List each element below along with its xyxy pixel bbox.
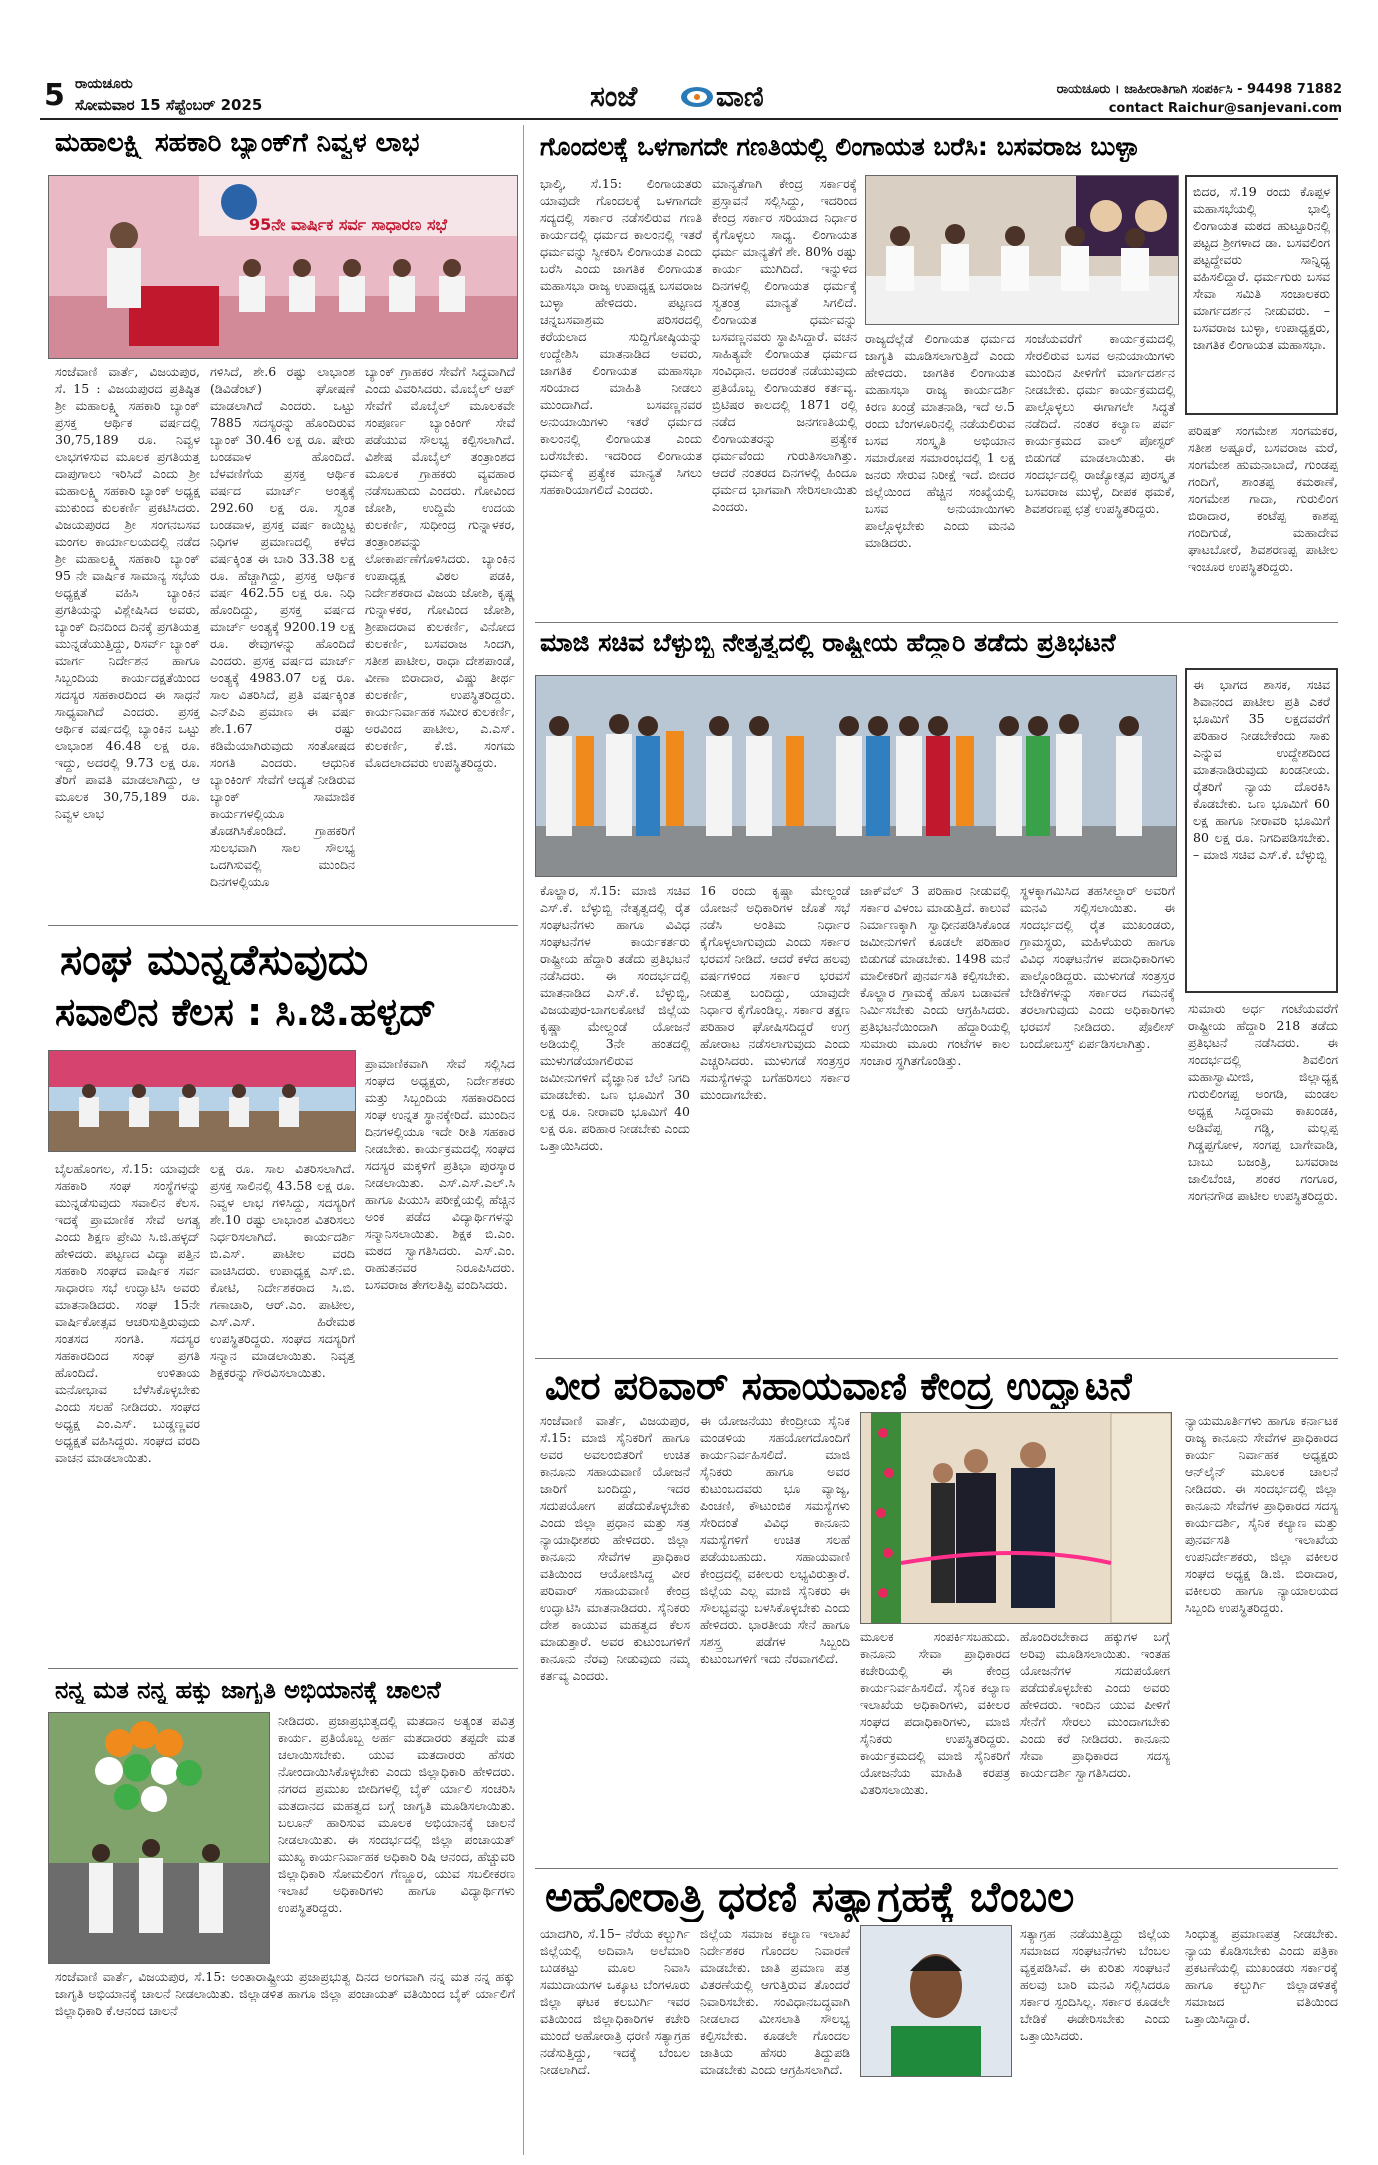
gondal-extra-column: ಪರಿಷತ್ ಸಂಗಮೇಶ ಸಂಗಮಕರ, ಸತೀಶ ಅಷ್ಟೂರೆ, ಬಸವರಾಜ ಮರೆ, ಸಂಗಮೇಶ ಹುಮನಾಬಾದೆ, ಗುಂಡಪ್ಪ ಗಂದಿಗೆ, ಶಾಂತಪ್ಪ ಕಮಠಾಣೆ, ಸಂಗಮೇಶ ಗಾದಾ, ಗುರುಲಿಂಗ ಬಿರಾದಾರ, ಕಂಟೆಪ್ಪ ಕಾಶಪ್ಪ ಗಂದಿಗುಡೆ, ಮಹಾದೇವ ಘಾಟಬೋರೆ, ಶಿವಶರಣಪ್ಪ ಪಾಟೀಲ ಇಂಚೂರ ಉಪಸ್ಥಿತರಿದ್ದರು. [1188, 423, 1338, 574]
bank-headline: ಮಹಾಲಕ್ಷ್ಮಿ ಸಹಕಾರಿ ಬ್ಯಾಂಕ್‌ಗೆ ನಿವ್ವಳ ಲಾಭ [55, 128, 420, 158]
sangha-photo [48, 1050, 356, 1152]
ribbon-cutting-image [861, 1413, 1171, 1623]
voting-headline: ನನ್ನ ಮತ ನನ್ನ ಹಕ್ಕು ಜಾಗೃತಿ ಅಭಿಯಾನಕ್ಕೆ ಚಾಲನೆ [55, 1676, 441, 1704]
satyagraha-column-3: ಸತ್ಯಾಗ್ರಹ ನಡೆಯುತ್ತಿದ್ದು ಜಿಲ್ಲೆಯ ಸಮಾಜದ ಸಂಘಟನೆಗಳು ಬೆಂಬಲ ವ್ಯಕ್ತಪಡಿಸಿವೆ. ಈ ಕುರಿತು ಸಂಘಟನೆ ಹಲವು ಬಾರಿ ಮನವಿ ಸಲ್ಲಿಸಿದರೂ ಸರ್ಕಾರ ಸ್ಪಂದಿಸಿಲ್ಲ. ಸರ್ಕಾರ ಕೂಡಲೇ ಬೇಡಿಕೆ ಈಡೇರಿಸಬೇಕು ಎಂದು ಒತ್ತಾಯಿಸಿದರು. [1020, 1926, 1170, 2043]
protest-headline: ಮಾಜಿ ಸಚಿವ ಬೆಳ್ಳುಬ್ಬಿ ನೇತೃತ್ವದಲ್ಲಿ ರಾಷ್ಟ್ರೀಯ ಹೆದ್ದಾರಿ ತಡೆದು ಪ್ರತಿಭಟನೆ [540, 628, 1116, 657]
portrait-image [861, 1926, 1011, 2076]
sangha-column-1: ಬೈಲಹೊಂಗಲ, ಸೆ.15: ಯಾವುದೇ ಸಹಕಾರಿ ಸಂಘ ಸಂಸ್ಥೆಗಳನ್ನು ಮುನ್ನಡೆಸುವುದು ಸವಾಲಿನ ಕೆಲಸ. ಇದಕ್ಕೆ ಪ್ರಾಮಾಣಿಕ ಸೇವೆ ಅಗತ್ಯ ಎಂದು ಶಿಕ್ಷಣ ಪ್ರೇಮಿ ಸಿ.ಜಿ.ಹಳ್ಳದ್ ಹೇಳಿದರು. ಪಟ್ಟಣದ ವಿದ್ಯಾ ಪತ್ತಿನ ಸಹಕಾರಿ ಸಂಘದ ವಾರ್ಷಿಕ ಸರ್ವ ಸಾಧಾರಣ ಸಭೆ ಉದ್ಘಾಟಿಸಿ ಅವರು ಮಾತನಾಡಿದರು. ಸಂಘ 15ನೇ ವಾರ್ಷಿಕೋತ್ಸವ ಆಚರಿಸುತ್ತಿರುವುದು ಸಂತಸದ ಸಂಗತಿ. ಸದಸ್ಯರ ಸಹಕಾರದಿಂದ ಸಂಘ ಪ್ರಗತಿ ಹೊಂದಿದೆ. ಉಳಿತಾಯ ಮನೋಭಾವ ಬೆಳೆಸಿಕೊಳ್ಳಬೇಕು ಎಂದು ಸಲಹೆ ನೀಡಿದರು. ಸಂಘದ ಅಧ್ಯಕ್ಷ ಎಂ.ಎಸ್. ಬುಡ್ಡಣ್ಣವರ ಅಧ್ಯಕ್ಷತೆ ವಹಿಸಿದ್ದರು. ಸಂಘದ ವರದಿ ವಾಚನ ಮಾಡಲಾಯಿತು. [55, 1161, 200, 1465]
sangha-column-3: ಪ್ರಾಮಾಣಿಕವಾಗಿ ಸೇವೆ ಸಲ್ಲಿಸಿದ ಸಂಘದ ಅಧ್ಯಕ್ಷರು, ನಿರ್ದೇಶಕರು ಮತ್ತು ಸಿಬ್ಬಂದಿಯ ಸಹಕಾರದಿಂದ ಸಂಘ ಉನ್ನತ ಸ್ಥಾನಕ್ಕೇರಿದೆ. ಮುಂದಿನ ದಿನಗಳಲ್ಲಿಯೂ ಇದೇ ರೀತಿ ಸಹಕಾರ ನೀಡಬೇಕು. ಕಾರ್ಯಕ್ರಮದಲ್ಲಿ ಸಂಘದ ಸದಸ್ಯರ ಮಕ್ಕಳಿಗೆ ಪ್ರತಿಭಾ ಪುರಸ್ಕಾರ ನೀಡಲಾಯಿತು. ಎಸ್.ಎಸ್.ಎಲ್.ಸಿ ಹಾಗೂ ಪಿಯುಸಿ ಪರೀಕ್ಷೆಯಲ್ಲಿ ಹೆಚ್ಚಿನ ಅಂಕ ಪಡೆದ ವಿದ್ಯಾರ್ಥಿಗಳನ್ನು ಸನ್ಮಾನಿಸಲಾಯಿತು. ಶಿಕ್ಷಕ ಬಿ.ಎಂ. ಮಠದ ಸ್ವಾಗತಿಸಿದರು. ಎಸ್.ಎಂ. ರಾಹುತನವರ ನಿರೂಪಿಸಿದರು. ಬಸವರಾಜ ತೇಗಲತಿಪ್ಪಿ ವಂದಿಸಿದರು. [365, 1056, 515, 1292]
advert-line: ರಾಯಚೂರು । ಜಾಹೀರಾತಿಗಾಗಿ ಸಂಪರ್ಕಿಸಿ - 94498 71882 [1056, 82, 1342, 97]
sangha-headline-line2: ಸವಾಲಿನ ಕೆಲಸ : ಸಿ.ಜಿ.ಹಳ್ಳದ್ [55, 990, 437, 1034]
sangha-column-2: ಲಕ್ಷ ರೂ. ಸಾಲ ವಿತರಿಸಲಾಗಿದೆ. ಪ್ರಸಕ್ತ ಸಾಲಿನಲ್ಲಿ 43.58 ಲಕ್ಷ ರೂ. ನಿವ್ವಳ ಲಾಭ ಗಳಿಸಿದ್ದು, ಸದಸ್ಯರಿಗೆ ಶೇ.10 ರಷ್ಟು ಲಾಭಾಂಶ ವಿತರಿಸಲು ನಿರ್ಧರಿಸಲಾಗಿದೆ. ಕಾರ್ಯದರ್ಶಿ ಬಿ.ಎಸ್. ಪಾಟೀಲ ವರದಿ ವಾಚಿಸಿದರು. ಉಪಾಧ್ಯಕ್ಷ ಎಸ್.ಬಿ. ಕೋಟಿ, ನಿರ್ದೇಶಕರಾದ ಸಿ.ಬಿ. ಗಣಾಚಾರಿ, ಆರ್.ಎಂ. ಪಾಟೀಲ, ಎಸ್.ಎಸ್. ಹಿರೇಮಠ ಉಪಸ್ಥಿತರಿದ್ದರು. ಸಂಘದ ಸದಸ್ಯರಿಗೆ ಸನ್ಮಾನ ಮಾಡಲಾಯಿತು. ನಿವೃತ್ತ ಶಿಕ್ಷಕರನ್ನು ಗೌರವಿಸಲಾಯಿತು. [210, 1161, 355, 1380]
sangha-stage-image [49, 1051, 355, 1151]
satyagraha-column-2: ಜಿಲ್ಲೆಯ ಸಮಾಜ ಕಲ್ಯಾಣ ಇಲಾಖೆ ನಿರ್ದೇಶಕರ ಗೊಂದಲ ನಿವಾರಣೆ ಮಾಡಬೇಕು. ಜಾತಿ ಪ್ರಮಾಣ ಪತ್ರ ವಿತರಣೆಯಲ್ಲಿ ಆಗುತ್ತಿರುವ ತೊಂದರೆ ನಿವಾರಿಸಬೇಕು. ಸಂವಿಧಾನಬದ್ಧವಾಗಿ ನೀಡಲಾದ ಮೀಸಲಾತಿ ಸೌಲಭ್ಯ ಕಲ್ಪಿಸಬೇಕು. ಕೂಡಲೇ ಗೊಂದಲ ಜಾತಿಯ ಹೆಸರು ತಿದ್ದುಪಡಿ ಮಾಡಬೇಕು ಎಂದು ಆಗ್ರಹಿಸಲಾಗಿದೆ. [700, 1926, 850, 2077]
protest-column-3: ಜಾಕ್‌ವೆಲ್ 3 ಪರಿಹಾರ ನೀಡುವಲ್ಲಿ ಸರ್ಕಾರ ವಿಳಂಬ ಮಾಡುತ್ತಿದೆ. ಕಾಲುವೆ ನಿರ್ಮಾಣಕ್ಕಾಗಿ ಸ್ವಾಧೀನಪಡಿಸಿಕೊಂಡ ಜಮೀನುಗಳಿಗೆ ಕೂಡಲೇ ಪರಿಹಾರ ಬಿಡುಗಡೆ ಮಾಡಬೇಕು. 1498 ಮನೆ ಮಾಲೀಕರಿಗೆ ಪುನರ್ವಸತಿ ಕಲ್ಪಿಸಬೇಕು. ಕೊಲ್ಹಾರ ಗ್ರಾಮಕ್ಕೆ ಹೊಸ ಬಡಾವಣೆ ನಿರ್ಮಿಸಬೇಕು ಎಂದು ಆಗ್ರಹಿಸಿದರು. ಪ್ರತಿಭಟನೆಯಿಂದಾಗಿ ಹೆದ್ದಾರಿಯಲ್ಲಿ ಸುಮಾರು ಮೂರು ಗಂಟೆಗಳ ಕಾಲ ಸಂಚಾರ ಸ್ಥಗಿತಗೊಂಡಿತ್ತು. [860, 883, 1010, 1068]
satyagraha-column-1: ಯಾದಗಿರಿ, ಸೆ.15– ನೆರೆಯ ಕಲ್ಬುರ್ಗಿ ಜಿಲ್ಲೆಯಲ್ಲಿ ಅದಿವಾಸಿ ಅಲೆಮಾರಿ ಬುಡಕಟ್ಟು ಮೂಲ ನಿವಾಸಿ ಸಮುದಾಯಗಳ ಒಕ್ಕೂಟ ಬೆಂಗಳೂರು ಜಿಲ್ಲಾ ಘಟಕ ಕಲಬುರ್ಗಿ ಇವರ ವತಿಯಿಂದ ಜಿಲ್ಲಾಧಿಕಾರಿಗಳ ಕಚೇರಿ ಮುಂದೆ ಅಹೋರಾತ್ರಿ ಧರಣಿ ಸತ್ಯಾಗ್ರಹ ನಡೆಸುತ್ತಿದ್ದು, ಇದಕ್ಕೆ ಬೆಂಬಲ ನೀಡಲಾಗಿದೆ. [540, 1926, 690, 2077]
protest-crowd-image [536, 676, 1176, 876]
protest-column-1: ಕೊಲ್ಹಾರ, ಸೆ.15: ಮಾಜಿ ಸಚಿವ ಎಸ್.ಕೆ. ಬೆಳ್ಳುಬ್ಬಿ ನೇತೃತ್ವದಲ್ಲಿ ರೈತ ಸಂಘಟನೆಗಳು ಹಾಗೂ ವಿವಿಧ ಸಂಘಟನೆಗಳ ಕಾರ್ಯಕರ್ತರು ರಾಷ್ಟ್ರೀಯ ಹೆದ್ದಾರಿ ತಡೆದು ಪ್ರತಿಭಟನೆ ನಡೆಸಿದರು. ಈ ಸಂದರ್ಭದಲ್ಲಿ ಮಾತನಾಡಿದ ಎಸ್.ಕೆ. ಬೆಳ್ಳುಬ್ಬಿ, ವಿಜಯಪುರ-ಬಾಗಲಕೋಟೆ ಜಿಲ್ಲೆಯ ಕೃಷ್ಣಾ ಮೇಲ್ದಂಡೆ ಯೋಜನೆ ಅಡಿಯಲ್ಲಿ 3ನೇ ಹಂತದಲ್ಲಿ ಮುಳುಗಡೆಯಾಗಲಿರುವ ಜಮೀನುಗಳಿಗೆ ವೈಜ್ಞಾನಿಕ ಬೆಲೆ ನಿಗದಿ ಮಾಡಬೇಕು. ಒಣ ಭೂಮಿಗೆ 30 ಲಕ್ಷ ರೂ. ನೀರಾವರಿ ಭೂಮಿಗೆ 40 ಲಕ್ಷ ರೂ. ಪರಿಹಾರ ನೀಡಬೇಕು ಎಂದು ಒತ್ತಾಯಿಸಿದರು. [540, 883, 690, 1153]
gondal-column-1: ಭಾಲ್ಕಿ, ಸೆ.15: ಲಿಂಗಾಯತರು ಯಾವುದೇ ಗೊಂದಲಕ್ಕೆ ಒಳಗಾಗದೇ ಸದ್ಯದಲ್ಲಿ ಸರ್ಕಾರ ನಡೆಸಲಿರುವ ಗಣತಿ ಕಾರ್ಯದಲ್ಲಿ ಧರ್ಮದ ಕಾಲಂನಲ್ಲಿ ಇತರೆ ಧರ್ಮವನ್ನು ಸ್ವೀಕರಿಸಿ ಲಿಂಗಾಯತ ಎಂದು ಬರೆಸಿ ಎಂದು ಜಾಗತಿಕ ಲಿಂಗಾಯತ ಮಹಾಸಭಾ ರಾಜ್ಯ ಉಪಾಧ್ಯಕ್ಷ ಬಸವರಾಜ ಬುಳ್ಳಾ ಹೇಳಿದರು. ಪಟ್ಟಣದ ಚನ್ನಬಸವಾಶ್ರಮ ಪರಿಸರದಲ್ಲಿ ಕರೆಯಲಾದ ಸುದ್ದಿಗೋಷ್ಠಿಯನ್ನು ಉದ್ದೇಶಿಸಿ ಮಾತನಾಡಿದ ಅವರು, ಜಾಗತಿಕ ಲಿಂಗಾಯತ ಮಹಾಸಭಾ ಸರಿಯಾದ ಮಾಹಿತಿ ನೀಡಲು ಮುಂದಾಗಿದೆ. ಬಸವಣ್ಣನವರ ಅನುಯಾಯಿಗಳು ಇತರೆ ಧರ್ಮದ ಕಾಲಂನಲ್ಲಿ ಲಿಂಗಾಯತ ಎಂದು ಬರೆಸಬೇಕು. ಇದರಿಂದ ಲಿಂಗಾಯತ ಧರ್ಮಕ್ಕೆ ಪ್ರತ್ಯೇಕ ಮಾನ್ಯತೆ ಸಿಗಲು ಸಹಕಾರಿಯಾಗಲಿದೆ ಎಂದರು. [540, 176, 702, 497]
voting-column-1: ಸಂಜೆವಾಣಿ ವಾರ್ತೆ, ವಿಜಯಪುರ, ಸೆ.15: ಅಂತಾರಾಷ್ಟ್ರೀಯ ಪ್ರಜಾಪ್ರಭುತ್ವ ದಿನದ ಅಂಗವಾಗಿ ನನ್ನ ಮತ ನನ್ನ ಹಕ್ಕು ಜಾಗೃತಿ ಅಭಿಯಾನಕ್ಕೆ ಚಾಲನೆ ನೀಡಲಾಯಿತು. ಜಿಲ್ಲಾಡಳಿತ ಹಾಗೂ ಜಿಲ್ಲಾ ಪಂಚಾಯತ್ ವತಿಯಿಂದ ಬೈಕ್ ರ್ಯಾಲಿಗೆ ಜಿಲ್ಲಾಧಿಕಾರಿ ಕೆ.ಆನಂದ ಚಾಲನೆ [55, 1969, 515, 2018]
satyagraha-photo [860, 1925, 1012, 2077]
satyagraha-column-4: ಸಿಂಧುತ್ವ ಪ್ರಮಾಣಪತ್ರ ನೀಡಬೇಕು. ನ್ಯಾಯ ಕೊಡಿಸಬೇಕು ಎಂದು ಪತ್ರಿಕಾ ಪ್ರಕಟಣೆಯಲ್ಲಿ ಮುಖಂಡರು ಸರ್ಕಾರಕ್ಕೆ ಹಾಗೂ ಕಲ್ಬುರ್ಗಿ ಜಿಲ್ಲಾಡಳಿತಕ್ಕೆ ಸಮಾಜದ ವತಿಯಿಂದ ಒತ್ತಾಯಿಸಿದ್ದಾರೆ. [1185, 1926, 1338, 2026]
gondal-headline: ಗೊಂದಲಕ್ಕೆ ಒಳಗಾಗದೇ ಗಣತಿಯಲ್ಲಿ ಲಿಂಗಾಯತ ಬರೆಸಿ: ಬಸವರಾಜ ಬುಳ್ಳಾ [540, 132, 1140, 161]
logo-emblem-icon [680, 86, 714, 108]
masthead-rule [40, 118, 1338, 120]
helpline-column-4: ಹೊಂದಿರಬೇಕಾದ ಹಕ್ಕುಗಳ ಬಗ್ಗೆ ಅರಿವು ಮೂಡಿಸಲಾಯಿತು. ಇಂತಹ ಯೋಜನೆಗಳ ಸದುಪಯೋಗ ಪಡೆದುಕೊಳ್ಳಬೇಕು ಎಂದು ಅವರು ಹೇಳಿದರು. ಇಂದಿನ ಯುವ ಪೀಳಿಗೆ ಸೇನೆಗೆ ಸೇರಲು ಮುಂದಾಗಬೇಕು ಎಂದು ಕರೆ ನೀಡಿದರು. ಕಾನೂನು ಸೇವಾ ಪ್ರಾಧಿಕಾರದ ಸದಸ್ಯ ಕಾರ್ಯದರ್ಶಿ ಸ್ವಾಗತಿಸಿದರು. [1020, 1629, 1170, 1780]
section-rule [535, 1868, 1338, 1869]
masthead [0, 0, 1378, 118]
gondal-column-2: ಮಾನ್ಯತೆಗಾಗಿ ಕೇಂದ್ರ ಸರ್ಕಾರಕ್ಕೆ ಪ್ರಸ್ತಾವನೆ ಸಲ್ಲಿಸಿದ್ದು, ಇದರಿಂದ ಕೇಂದ್ರ ಸರ್ಕಾರ ಸರಿಯಾದ ನಿರ್ಧಾರ ಕೈಗೊಳ್ಳಲು ಸಾಧ್ಯ. ಲಿಂಗಾಯತ ಧರ್ಮ ಮಾನ್ಯತೆಗೆ ಶೇ. 80% ರಷ್ಟು ಕಾರ್ಯ ಮುಗಿದಿದೆ. ಇನ್ನುಳಿದ ದಿನಗಳಲ್ಲಿ ಲಿಂಗಾಯತ ಧರ್ಮಕ್ಕೆ ಸ್ವತಂತ್ರ ಮಾನ್ಯತೆ ಸಿಗಲಿದೆ. ಲಿಂಗಾಯತ ಧರ್ಮವನ್ನು ಬಸವಣ್ಣನವರು ಸ್ಥಾಪಿಸಿದ್ದಾರೆ. ವಚನ ಸಾಹಿತ್ಯವೇ ಲಿಂಗಾಯತ ಧರ್ಮದ ಸಂವಿಧಾನ. ಅದರಂತೆ ನಡೆಯುವುದು ಪ್ರತಿಯೊಬ್ಬ ಲಿಂಗಾಯತರ ಕರ್ತವ್ಯ. ಬ್ರಿಟಿಷರ ಕಾಲದಲ್ಲಿ 1871 ರಲ್ಲಿ ನಡೆದ ಜನಗಣತಿಯಲ್ಲಿ ಲಿಂಗಾಯತರನ್ನು ಪ್ರತ್ಯೇಕ ಧರ್ಮವೆಂದು ಗುರುತಿಸಲಾಗಿತ್ತು. ಆದರೆ ನಂತರದ ದಿನಗಳಲ್ಲಿ ಹಿಂದೂ ಧರ್ಮದ ಭಾಗವಾಗಿ ಸೇರಿಸಲಾಯಿತು ಎಂದರು. [712, 176, 857, 514]
contact-email[interactable]: contact Raichur@sanjevani.com [1108, 101, 1342, 116]
bank-meeting-image [49, 176, 517, 358]
bank-column-1: ಸಂಜೆವಾಣಿ ವಾರ್ತೆ, ವಿಜಯಪುರ, ಸೆ. 15 : ವಿಜಯಪುರದ ಪ್ರತಿಷ್ಠಿತ ಶ್ರೀ ಮಹಾಲಕ್ಷ್ಮಿ ಸಹಕಾರಿ ಬ್ಯಾಂಕ್ ಪ್ರಸಕ್ತ ಆರ್ಥಿಕ ವರ್ಷದಲ್ಲಿ 30,75,189 ರೂ. ನಿವ್ವಳ ಲಾಭಗಳಿಸುವ ಮೂಲಕ ಪ್ರಗತಿಯತ್ತ ದಾಪುಗಾಲು ಇರಿಸಿದೆ ಎಂದು ಶ್ರೀ ಮಹಾಲಕ್ಷ್ಮಿ ಸಹಕಾರಿ ಬ್ಯಾಂಕ್ ಅಧ್ಯಕ್ಷ ಮುಕುಂದ ಕುಲಕರ್ಣಿ ಪ್ರಕಟಿಸಿದರು. ವಿಜಯಪುರದ ಶ್ರೀ ಸಂಗನಬಸವ ಮಂಗಲ ಕಾರ್ಯಾಲಯದಲ್ಲಿ ನಡೆದ ಶ್ರೀ ಮಹಾಲಕ್ಷ್ಮಿ ಸಹಕಾರಿ ಬ್ಯಾಂಕ್ 95 ನೇ ವಾರ್ಷಿಕ ಸಾಮಾನ್ಯ ಸಭೆಯ ಅಧ್ಯಕ್ಷತೆ ವಹಿಸಿ ಬ್ಯಾಂಕಿನ ಪ್ರಗತಿಯನ್ನು ವಿಶ್ಲೇಷಿಸಿದ ಅವರು, ಬ್ಯಾಂಕ್ ದಿನದಿಂದ ದಿನಕ್ಕೆ ಪ್ರಗತಿಯತ್ತ ಮುನ್ನಡೆಯುತ್ತಿದ್ದು, ರಿಸರ್ವ್ ಬ್ಯಾಂಕ್ ಮಾರ್ಗ ನಿರ್ದೇಶನ ಹಾಗೂ ಸಿಬ್ಬಂದಿಯ ಕಾರ್ಯದಕ್ಷತೆಯಿಂದ ಸದಸ್ಯರ ಸಹಕಾರದಿಂದ ಈ ಸಾಧನೆ ಸಾಧ್ಯವಾಗಿದೆ ಎಂದರು. ಪ್ರಸಕ್ತ ಆರ್ಥಿಕ ವರ್ಷದಲ್ಲಿ ಬ್ಯಾಂಕಿನ ಒಟ್ಟು ಲಾಭಾಂಶ 46.48 ಲಕ್ಷ ರೂ. ಇದ್ದು, ಅದರಲ್ಲಿ 9.73 ಲಕ್ಷ ರೂ. ತೆರಿಗೆ ಪಾವತಿ ಮಾಡಲಾಗಿದ್ದು, ಆ ಮೂಲಕ 30,75,189 ರೂ. ನಿವ್ವಳ ಲಾಭ [55, 364, 200, 821]
protest-column-4: ಸ್ಥಳಕ್ಕಾಗಮಿಸಿದ ತಹಸೀಲ್ದಾರ್ ಅವರಿಗೆ ಮನವಿ ಸಲ್ಲಿಸಲಾಯಿತು. ಈ ಸಂದರ್ಭದಲ್ಲಿ ರೈತ ಮುಖಂಡರು, ಗ್ರಾಮಸ್ಥರು, ಮಹಿಳೆಯರು ಹಾಗೂ ವಿವಿಧ ಸಂಘಟನೆಗಳ ಪದಾಧಿಕಾರಿಗಳು ಪಾಲ್ಗೊಂಡಿದ್ದರು. ಮುಳುಗಡೆ ಸಂತ್ರಸ್ತರ ಬೇಡಿಕೆಗಳನ್ನು ಸರ್ಕಾರದ ಗಮನಕ್ಕೆ ತರಲಾಗುವುದು ಎಂದು ಅಧಿಕಾರಿಗಳು ಭರವಸೆ ನೀಡಿದರು. ಪೊಲೀಸ್ ಬಂದೋಬಸ್ತ್ ಏರ್ಪಡಿಸಲಾಗಿತ್ತು. [1020, 883, 1175, 1051]
voting-photo [48, 1712, 270, 1964]
page-number: 5 [44, 78, 65, 113]
helpline-photo [860, 1412, 1172, 1624]
helpline-column-2: ಈ ಯೋಜನೆಯು ಕೇಂದ್ರೀಯ ಸೈನಿಕ ಮಂಡಳಿಯ ಸಹಯೋಗದೊಂದಿಗೆ ಕಾರ್ಯನಿರ್ವಹಿಸಲಿದೆ. ಮಾಜಿ ಸೈನಿಕರು ಹಾಗೂ ಅವರ ಕುಟುಂಬದವರು ಭೂ ವ್ಯಾಜ್ಯ, ಪಿಂಚಣಿ, ಕೌಟುಂಬಿಕ ಸಮಸ್ಯೆಗಳು ಸೇರಿದಂತೆ ವಿವಿಧ ಕಾನೂನು ಸಮಸ್ಯೆಗಳಿಗೆ ಉಚಿತ ಸಲಹೆ ಪಡೆಯಬಹುದು. ಸಹಾಯವಾಣಿ ಕೇಂದ್ರದಲ್ಲಿ ವಕೀಲರು ಲಭ್ಯವಿರುತ್ತಾರೆ. ಜಿಲ್ಲೆಯ ಎಲ್ಲ ಮಾಜಿ ಸೈನಿಕರು ಈ ಸೌಲಭ್ಯವನ್ನು ಬಳಸಿಕೊಳ್ಳಬೇಕು ಎಂದು ಹೇಳಿದರು. ಭಾರತೀಯ ಸೇನೆ ಹಾಗೂ ಸಶಸ್ತ್ರ ಪಡೆಗಳ ಸಿಬ್ಬಂದಿ ಕುಟುಂಬಗಳಿಗೆ ಇದು ನೆರವಾಗಲಿದೆ. [700, 1413, 850, 1666]
section-rule [48, 925, 518, 926]
helpline-headline: ವೀರ ಪರಿವಾರ್ ಸಹಾಯವಾಣಿ ಕೇಂದ್ರ ಉದ್ಘಾಟನೆ [545, 1364, 1133, 1408]
satyagraha-headline: ಅಹೋರಾತ್ರಿ ಧರಣಿ ಸತ್ಯಾಗ್ರಹಕ್ಕೆ ಬೆಂಬಲ [545, 1872, 1075, 1921]
section-rule [535, 622, 1338, 623]
balloon-rally-image [49, 1713, 269, 1963]
section-rule [535, 1358, 1338, 1359]
newspaper-logo [590, 80, 800, 116]
protest-extra-column: ಸುಮಾರು ಅರ್ಧ ಗಂಟೆಯವರೆಗೆ ರಾಷ್ಟ್ರೀಯ ಹೆದ್ದಾರಿ 218 ತಡೆದು ಪ್ರತಿಭಟನೆ ನಡೆಸಿದರು. ಈ ಸಂದರ್ಭದಲ್ಲಿ ಶಿವಲಿಂಗ ಮಹಾಸ್ವಾಮೀಜಿ, ಜಿಲ್ಲಾಧ್ಯಕ್ಷ ಗುರುಲಿಂಗಪ್ಪ ಅಂಗಡಿ, ಮಂಡಲ ಅಧ್ಯಕ್ಷ ಸಿದ್ದರಾಮ ಕಾಖಂಡಕಿ, ಅಡಿವೆಪ್ಪ ಗಡ್ಡಿ, ಮಲ್ಲಪ್ಪ ಗಿಡ್ಡಪ್ಪಗೋಳ, ಸಂಗಪ್ಪ ಬಾಗೇವಾಡಿ, ಬಾಬು ಬಜಂತ್ರಿ, ಬಸವರಾಜ ಜಾಲಿಬೆಂಚಿ, ಶಂಕರ ಗಂಗೂರ, ಸಂಗನಗೌಡ ಪಾಟೀಲ ಉಪಸ್ಥಿತರಿದ್ದರು. [1188, 1001, 1338, 1203]
protest-quote-box: ಈ ಭಾಗದ ಶಾಸಕ, ಸಚಿವ ಶಿವಾನಂದ ಪಾಟೀಲ ಪ್ರತಿ ಎಕರೆ ಭೂಮಿಗೆ 35 ಲಕ್ಷದವರೆಗೆ ಪರಿಹಾರ ನೀಡಬೇಕೆಂದು ಸಾಕು ಎನ್ನುವ ಉದ್ದೇಶದಿಂದ ಮಾತನಾಡಿರುವುದು ಖಂಡನೀಯ. ರೈತರಿಗೆ ನ್ಯಾಯ ದೊರಕಿಸಿ ಕೊಡಬೇಕು. ಒಣ ಭೂಮಿಗೆ 60 ಲಕ್ಷ ಹಾಗೂ ನೀರಾವರಿ ಭೂಮಿಗೆ 80 ಲಕ್ಷ ರೂ. ನಿಗದಿಪಡಿಸಬೇಕು. – ಮಾಜಿ ಸಚಿವ ಎಸ್.ಕೆ. ಬೆಳ್ಳುಬ್ಬಿ [1185, 668, 1338, 993]
logo-left: ಸಂಜೆ [590, 80, 638, 113]
helpline-extra-column: ನ್ಯಾಯಮೂರ್ತಿಗಳು ಹಾಗೂ ಕರ್ನಾಟಕ ರಾಜ್ಯ ಕಾನೂನು ಸೇವೆಗಳ ಪ್ರಾಧಿಕಾರದ ಕಾರ್ಯ ನಿರ್ವಾಹಕ ಅಧ್ಯಕ್ಷರು ಆನ್‌ಲೈನ್ ಮೂಲಕ ಚಾಲನೆ ನೀಡಿದರು. ಈ ಸಂದರ್ಭದಲ್ಲಿ ಜಿಲ್ಲಾ ಕಾನೂನು ಸೇವೆಗಳ ಪ್ರಾಧಿಕಾರದ ಸದಸ್ಯ ಕಾರ್ಯದರ್ಶಿ, ಸೈನಿಕ ಕಲ್ಯಾಣ ಮತ್ತು ಪುನರ್ವಸತಿ ಇಲಾಖೆಯ ಉಪನಿರ್ದೇಶಕರು, ಜಿಲ್ಲಾ ವಕೀಲರ ಸಂಘದ ಅಧ್ಯಕ್ಷ ಡಿ.ಜಿ. ಬಿರಾದಾರ, ವಕೀಲರು ಹಾಗೂ ನ್ಯಾಯಾಲಯದ ಸಿಬ್ಬಂದಿ ಉಪಸ್ಥಿತರಿದ್ದರು. [1185, 1413, 1338, 1615]
press-meet-image [866, 176, 1178, 324]
edition-label: ರಾಯಚೂರು [75, 76, 133, 92]
protest-photo [535, 675, 1177, 877]
section-rule [48, 1668, 518, 1669]
protest-column-2: 16 ರಂದು ಕೃಷ್ಣಾ ಮೇಲ್ದಂಡೆ ಯೋಜನೆ ಅಧಿಕಾರಿಗಳ ಜೊತೆ ಸಭೆ ನಡೆಸಿ ಅಂತಿಮ ನಿರ್ಧಾರ ಕೈಗೊಳ್ಳಲಾಗುವುದು ಎಂದು ಸರ್ಕಾರ ಭರವಸೆ ನೀಡಿದೆ. ಆದರೆ ಕಳೆದ ಹಲವು ವರ್ಷಗಳಿಂದ ಸರ್ಕಾರ ಭರವಸೆ ನೀಡುತ್ತ ಬಂದಿದ್ದು, ಯಾವುದೇ ನಿರ್ಧಾರ ಕೈಗೊಂಡಿಲ್ಲ. ಸರ್ಕಾರ ತಕ್ಷಣ ಪರಿಹಾರ ಘೋಷಿಸದಿದ್ದರೆ ಉಗ್ರ ಹೋರಾಟ ನಡೆಸಲಾಗುವುದು ಎಂದು ಎಚ್ಚರಿಸಿದರು. ಮುಳುಗಡೆ ಸಂತ್ರಸ್ತರ ಸಮಸ್ಯೆಗಳನ್ನು ಬಗೆಹರಿಸಲು ಸರ್ಕಾರ ಮುಂದಾಗಬೇಕು. [700, 883, 850, 1102]
bank-photo [48, 175, 518, 359]
logo-right: ವಾಣಿ [716, 80, 764, 113]
column-divider [523, 125, 524, 2155]
bank-column-3: ಬ್ಯಾಂಕ್ ಗ್ರಾಹಕರ ಸೇವೆಗೆ ಸಿದ್ಧವಾಗಿದೆ ಎಂದು ವಿವರಿಸಿದರು. ಮೊಬೈಲ್ ಆಪ್ ಸೇವೆಗೆ ಮೊಬೈಲ್ ಮೂಲಕವೇ ಸಂಪೂರ್ಣ ಬ್ಯಾಂಕಿಂಗ್ ಸೇವೆ ಪಡೆಯುವ ಸೌಲಭ್ಯ ಕಲ್ಪಿಸಲಾಗಿದೆ. ವಿಶೇಷ ಮೊಬೈಲ್ ತಂತ್ರಾಂಶದ ಮೂಲಕ ಗ್ರಾಹಕರು ವ್ಯವಹಾರ ನಡೆಸಬಹುದು ಎಂದರು. ಗೋವಿಂದ ಜೋಶಿ, ಉದ್ದಿಮೆ ಉದಯ ಕುಲಕರ್ಣಿ, ಸುಧೀಂದ್ರ ಗುನ್ನಾಳಕರ, ತಂತ್ರಾಂಶವನ್ನು ಲೋಕಾರ್ಪಣೆಗೊಳಿಸಿದರು. ಬ್ಯಾಂಕಿನ ಉಪಾಧ್ಯಕ್ಷ ವಿಠಲ ಪಡಕಿ, ನಿರ್ದೇಶಕರಾದ ವಿಜಯ ಜೋಶಿ, ಕೃಷ್ಣ ಗುನ್ನಾಳಕರ, ಗೋವಿಂದ ಜೋಶಿ, ಶ್ರೀಪಾದರಾವ ಕುಲಕರ್ಣಿ, ವಿನೋದ ಕುಲಕರ್ಣಿ, ಬಸವರಾಜ ಸಿಂದಗಿ, ಸತೀಶ ಪಾಟೀಲ, ರಾಧಾ ದೇಶಪಾಂಡೆ, ವೀಣಾ ಬಿರಾದಾರ, ವಿಷ್ಣು ತೀರ್ಥ ಕುಲಕರ್ಣಿ, ಉಪಸ್ಥಿತರಿದ್ದರು. ಕಾರ್ಯನಿರ್ವಾಹಕ ಸಮೀರ ಕುಲಕರ್ಣಿ, ಅರವಿಂದ ಪಾಟೀಲ, ಎ.ಎಸ್. ಕುಲಕರ್ಣಿ, ಕೆ.ಜಿ. ಸಂಗಮ ಮೊದಲಾದವರು ಉಪಸ್ಥಿತರಿದ್ದರು. [365, 364, 515, 770]
gondal-column-4: ಸಂಜೆಯವರೆಗೆ ಕಾರ್ಯಕ್ರಮದಲ್ಲಿ ಸೇರಲಿರುವ ಬಸವ ಅನುಯಾಯಿಗಳು ಮುಂದಿನ ಪೀಳಿಗೆಗೆ ಮಾರ್ಗದರ್ಶನ ನೀಡಬೇಕು. ಧರ್ಮ ಕಾರ್ಯಕ್ರಮದಲ್ಲಿ ಪಾಲ್ಗೊಳ್ಳಲು ಈಗಾಗಲೇ ಸಿದ್ಧತೆ ನಡೆದಿದೆ. ನಂತರ ಕಲ್ಯಾಣ ಪರ್ವ ಕಾರ್ಯಕ್ರಮದ ವಾಲ್ ಪೋಸ್ಟರ್ ಬಿಡುಗಡೆ ಮಾಡಲಾಯಿತು. ಈ ಸಂದರ್ಭದಲ್ಲಿ ರಾಜ್ಯೋತ್ಸವ ಪುರಸ್ಕೃತ ಬಸವರಾಜ ಮುಳ್ಳೆ, ದೀಪಕ ಥಮಕೆ, ಶಿವಶರಣಪ್ಪ ಛತ್ರೆ ಉಪಸ್ಥಿತರಿದ್ದರು. [1025, 331, 1175, 516]
sangha-headline-line1: ಸಂಘ ಮುನ್ನಡೆಸುವುದು [60, 935, 369, 984]
helpline-column-1: ಸಂಜೆವಾಣಿ ವಾರ್ತೆ, ವಿಜಯಪುರ, ಸೆ.15: ಮಾಜಿ ಸೈನಿಕರಿಗೆ ಹಾಗೂ ಅವರ ಅವಲಂಬಿತರಿಗೆ ಉಚಿತ ಕಾನೂನು ಸಹಾಯವಾಣಿ ಯೋಜನೆ ಜಾರಿಗೆ ಬಂದಿದ್ದು, ಇದರ ಸದುಪಯೋಗ ಪಡೆದುಕೊಳ್ಳಬೇಕು ಎಂದು ಜಿಲ್ಲಾ ಪ್ರಧಾನ ಮತ್ತು ಸತ್ರ ನ್ಯಾಯಾಧೀಶರು ಹೇಳಿದರು. ಜಿಲ್ಲಾ ಕಾನೂನು ಸೇವೆಗಳ ಪ್ರಾಧಿಕಾರ ವತಿಯಿಂದ ಆಯೋಜಿಸಿದ್ದ ವೀರ ಪರಿವಾರ್ ಸಹಾಯವಾಣಿ ಕೇಂದ್ರ ಉದ್ಘಾಟಿಸಿ ಮಾತನಾಡಿದರು. ಸೈನಿಕರು ದೇಶ ಕಾಯುವ ಮಹತ್ವದ ಕೆಲಸ ಮಾಡುತ್ತಾರೆ. ಅವರ ಕುಟುಂಬಗಳಿಗೆ ಕಾನೂನು ನೆರವು ನೀಡುವುದು ನಮ್ಮ ಕರ್ತವ್ಯ ಎಂದರು. [540, 1413, 690, 1683]
issue-date: ಸೋಮವಾರ 15 ಸೆಪ್ಟೆಂಬರ್ 2025 [75, 96, 263, 114]
helpline-column-3: ಮೂಲಕ ಸಂಪರ್ಕಿಸಬಹುದು. ಕಾನೂನು ಸೇವಾ ಪ್ರಾಧಿಕಾರದ ಕಚೇರಿಯಲ್ಲಿ ಈ ಕೇಂದ್ರ ಕಾರ್ಯನಿರ್ವಹಿಸಲಿದೆ. ಸೈನಿಕ ಕಲ್ಯಾಣ ಇಲಾಖೆಯ ಅಧಿಕಾರಿಗಳು, ವಕೀಲರ ಸಂಘದ ಪದಾಧಿಕಾರಿಗಳು, ಮಾಜಿ ಸೈನಿಕರು ಉಪಸ್ಥಿತರಿದ್ದರು. ಕಾರ್ಯಕ್ರಮದಲ್ಲಿ ಮಾಜಿ ಸೈನಿಕರಿಗೆ ಯೋಜನೆಯ ಮಾಹಿತಿ ಕರಪತ್ರ ವಿತರಿಸಲಾಯಿತು. [860, 1629, 1010, 1797]
gondal-photo [865, 175, 1179, 325]
bank-banner-text: 95ನೇ ವಾರ್ಷಿಕ ಸರ್ವ ಸಾಧಾರಣ ಸಭೆ [249, 215, 448, 234]
gondal-column-3: ರಾಜ್ಯದೆಲ್ಲೆಡೆ ಲಿಂಗಾಯತ ಧರ್ಮದ ಜಾಗೃತಿ ಮೂಡಿಸಲಾಗುತ್ತಿದೆ ಎಂದು ಹೇಳಿದರು. ಜಾಗತಿಕ ಲಿಂಗಾಯತ ಮಹಾಸಭಾ ರಾಜ್ಯ ಕಾರ್ಯದರ್ಶಿ ಕಿರಣ ಖಂಡ್ರೆ ಮಾತನಾಡಿ, ಇದೆ ಅ.5 ರಂದು ಬೆಂಗಳೂರಿನಲ್ಲಿ ನಡೆಯಲಿರುವ ಬಸವ ಸಂಸ್ಕೃತಿ ಅಭಿಯಾನ ಸಮಾರೋಪ ಸಮಾರಂಭದಲ್ಲಿ 1 ಲಕ್ಷ ಜನರು ಸೇರುವ ನಿರೀಕ್ಷೆ ಇದೆ. ಬೀದರ ಜಿಲ್ಲೆಯಿಂದ ಹೆಚ್ಚಿನ ಸಂಖ್ಯೆಯಲ್ಲಿ ಬಸವ ಅನುಯಾಯಿಗಳು ಪಾಲ್ಗೊಳ್ಳಬೇಕು ಎಂದು ಮನವಿ ಮಾಡಿದರು. [865, 331, 1015, 550]
gondal-quote-box: ಬಿದರ, ಸೆ.19 ರಂದು ಕೊಪ್ಪಳ ಮಹಾಸಭೆಯಲ್ಲಿ ಭಾಲ್ಕಿ ಲಿಂಗಾಯತ ಮಠದ ಹುಟ್ಟೂರಿನಲ್ಲಿ ಪಟ್ಟದ ಶ್ರೀಗಳಾದ ಡಾ. ಬಸವಲಿಂಗ ಪಟ್ಟದ್ದೇವರು ಸಾನ್ನಿಧ್ಯ ವಹಿಸಲಿದ್ದಾರೆ. ಧರ್ಮಗುರು ಬಸವ ಸೇವಾ ಸಮಿತಿ ಸಂಚಾಲಕರು ಮಾರ್ಗದರ್ಶನ ನೀಡುವರು. – ಬಸವರಾಜ ಬುಳ್ಳಾ, ಉಪಾಧ್ಯಕ್ಷರು, ಜಾಗತಿಕ ಲಿಂಗಾಯತ ಮಹಾಸಭಾ. [1185, 175, 1338, 415]
voting-column-2: ನೀಡಿದರು. ಪ್ರಜಾಪ್ರಭುತ್ವದಲ್ಲಿ ಮತದಾನ ಅತ್ಯಂತ ಪವಿತ್ರ ಕಾರ್ಯ. ಪ್ರತಿಯೊಬ್ಬ ಅರ್ಹ ಮತದಾರರು ತಪ್ಪದೇ ಮತ ಚಲಾಯಿಸಬೇಕು. ಯುವ ಮತದಾರರು ಹೆಸರು ನೋಂದಾಯಿಸಿಕೊಳ್ಳಬೇಕು ಎಂದು ಜಿಲ್ಲಾಧಿಕಾರಿ ಹೇಳಿದರು. ನಗರದ ಪ್ರಮುಖ ಬೀದಿಗಳಲ್ಲಿ ಬೈಕ್ ರ್ಯಾಲಿ ಸಂಚರಿಸಿ ಮತದಾನದ ಮಹತ್ವದ ಬಗ್ಗೆ ಜಾಗೃತಿ ಮೂಡಿಸಲಾಯಿತು. ಬಲೂನ್ ಹಾರಿಸುವ ಮೂಲಕ ಅಭಿಯಾನಕ್ಕೆ ಚಾಲನೆ ನೀಡಲಾಯಿತು. ಈ ಸಂದರ್ಭದಲ್ಲಿ ಜಿಲ್ಲಾ ಪಂಚಾಯತ್ ಮುಖ್ಯ ಕಾರ್ಯನಿರ್ವಾಹಕ ಅಧಿಕಾರಿ ರಿಷಿ ಆನಂದ, ಹೆಚ್ಚುವರಿ ಜಿಲ್ಲಾಧಿಕಾರಿ ಸೋಮಲಿಂಗ ಗೆಣ್ಣೂರ, ಯುವ ಸಬಲೀಕರಣ ಇಲಾಖೆ ಅಧಿಕಾರಿಗಳು ಹಾಗೂ ವಿದ್ಯಾರ್ಥಿಗಳು ಉಪಸ್ಥಿತರಿದ್ದರು. [278, 1713, 515, 1915]
bank-column-2: ಗಳಿಸಿದೆ, ಶೇ.6 ರಷ್ಟು ಲಾಭಾಂಶ (ಡಿವಿಡೆಂಟ್) ಘೋಷಣೆ ಮಾಡಲಾಗಿದೆ ಎಂದರು. ಒಟ್ಟು 7885 ಸದಸ್ಯರನ್ನು ಹೊಂದಿರುವ ಬ್ಯಾಂಕ್ 30.46 ಲಕ್ಷ ರೂ. ಷೇರು ಬಂಡವಾಳ ಹೊಂದಿದೆ. ಬೆಳವಣಿಗೆಯ ಪ್ರಸಕ್ತ ಆರ್ಥಿಕ ವರ್ಷದ ಮಾರ್ಚ್ ಅಂತ್ಯಕ್ಕೆ 292.60 ಲಕ್ಷ ರೂ. ಸ್ವಂತ ಬಂಡವಾಳ, ಪ್ರಸಕ್ತ ವರ್ಷ ಕಾಯ್ದಿಟ್ಟ ನಿಧಿಗಳ ಪ್ರಮಾಣದಲ್ಲಿ ಕಳೆದ ವರ್ಷಕ್ಕಿಂತ ಈ ಬಾರಿ 33.38 ಲಕ್ಷ ರೂ. ಹೆಚ್ಚಾಗಿದ್ದು, ಪ್ರಸಕ್ತ ಆರ್ಥಿಕ ವರ್ಷ 462.55 ಲಕ್ಷ ರೂ. ನಿಧಿ ಹೊಂದಿದ್ದು, ಪ್ರಸಕ್ತ ವರ್ಷದ ಮಾರ್ಚ್ ಅಂತ್ಯಕ್ಕೆ 9200.19 ಲಕ್ಷ ರೂ. ಠೇವುಗಳನ್ನು ಹೊಂದಿದೆ ಎಂದರು. ಪ್ರಸಕ್ತ ವರ್ಷದ ಮಾರ್ಚ್ ಅಂತ್ಯಕ್ಕೆ 4983.07 ಲಕ್ಷ ರೂ. ಸಾಲ ವಿತರಿಸಿದೆ, ಪ್ರತಿ ವರ್ಷಕ್ಕಿಂತ ಎನ್‌ಪಿಎ ಪ್ರಮಾಣ ಈ ವರ್ಷ ಶೇ.1.67 ರಷ್ಟು ಕಡಿಮೆಯಾಗಿರುವುದು ಸಂತೋಷದ ಸಂಗತಿ ಎಂದರು. ಆಧುನಿಕ ಬ್ಯಾಂಕಿಂಗ್ ಸೇವೆಗೆ ಆದ್ಯತೆ ನೀಡಿರುವ ಬ್ಯಾಂಕ್ ಸಾಮಾಜಿಕ ಕಾರ್ಯಗಳಲ್ಲಿಯೂ ತೊಡಗಿಸಿಕೊಂಡಿದೆ. ಗ್ರಾಹಕರಿಗೆ ಸುಲಭವಾಗಿ ಸಾಲ ಸೌಲಭ್ಯ ಒದಗಿಸುವಲ್ಲಿ ಮುಂದಿನ ದಿನಗಳಲ್ಲಿಯೂ [210, 364, 355, 889]
